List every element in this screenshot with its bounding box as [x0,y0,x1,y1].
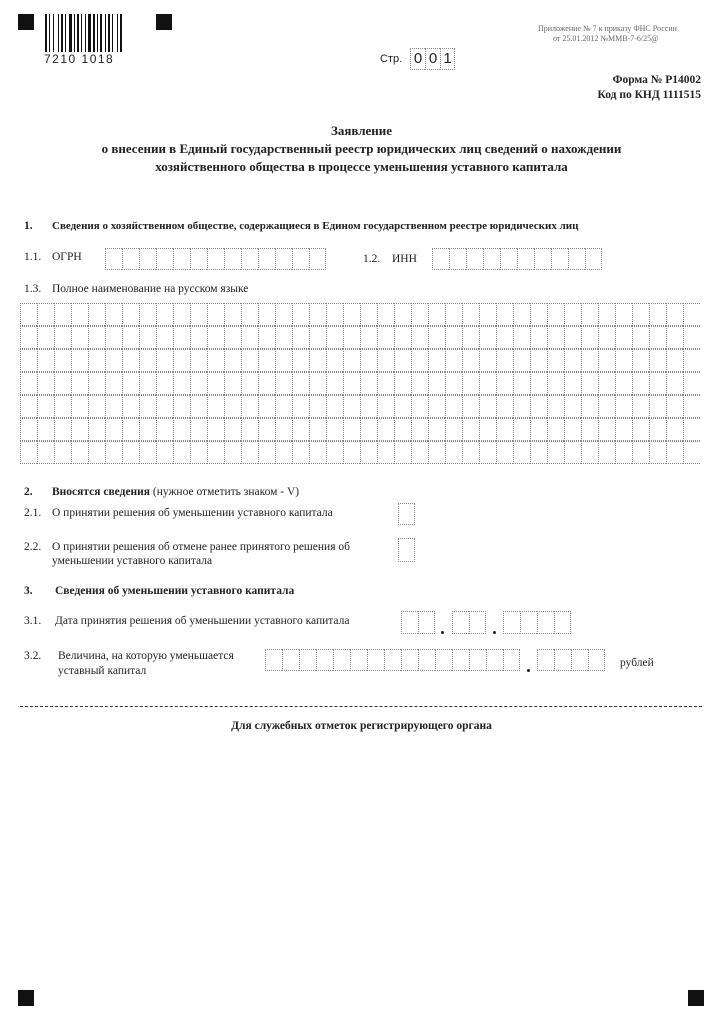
input-cell[interactable] [207,248,224,270]
decision-date-label: Дата принятия решения об уменьшении уставного капитала [55,615,350,627]
section-number: 1. [24,220,33,232]
barcode-bar [100,14,102,52]
input-cell[interactable] [588,649,605,671]
full-name-label: Полное наименование на русском языке [52,283,249,295]
appendix-text: Приложение № 7 к приказу ФНС России [538,24,677,33]
decision-year-field[interactable] [503,611,571,634]
input-cell[interactable] [156,248,173,270]
barcode-number: 7210 1018 [44,52,115,66]
knd-code: Код по КНД 1111515 [597,89,701,101]
official-use-heading: Для служебных отметок регистрирующего органа [231,720,492,732]
input-cell[interactable] [309,248,326,270]
input-cell[interactable] [350,649,367,671]
input-cell[interactable] [551,248,568,270]
page-label: Стр. [380,53,403,65]
input-cell[interactable] [503,649,520,671]
ogrn-label: ОГРН [52,251,82,263]
input-cell[interactable] [432,248,449,270]
page-digit: 0 [425,48,440,70]
input-cell[interactable] [585,248,602,270]
input-cell[interactable] [401,611,418,634]
input-cell[interactable] [122,248,139,270]
input-cell[interactable] [452,649,469,671]
section-title: Вносятся сведения [52,486,151,498]
inn-field[interactable] [432,248,602,270]
field-number: 1.2. [363,253,381,265]
barcode-bar [74,14,75,52]
page-digit: 1 [440,48,455,70]
barcode-bar [58,14,59,52]
input-cell[interactable] [537,649,554,671]
section-hint: (нужное отметить знаком - V) [152,486,300,498]
input-cell[interactable] [469,649,486,671]
input-cell[interactable] [265,649,282,671]
section-title: Сведения об уменьшении уставного капитала [55,585,295,597]
input-cell[interactable] [367,649,384,671]
page-title: Заявление [330,123,393,138]
input-cell[interactable] [224,248,241,270]
input-cell[interactable] [568,248,585,270]
input-cell[interactable] [517,248,534,270]
input-cell[interactable] [537,611,554,634]
barcode-bar [112,14,113,52]
input-cell[interactable] [105,248,122,270]
corner-marker [688,990,704,1006]
barcode-bar [105,14,106,52]
name-row[interactable] [20,441,700,464]
page-subtitle: хозяйственного общества в процессе уменьшения уставного капитала [155,159,568,174]
input-cell[interactable] [418,611,435,634]
amount-rubles-field[interactable] [265,649,520,671]
option-2-2-checkbox[interactable] [398,538,415,562]
input-cell[interactable] [554,649,571,671]
option-label: О принятии решения об уменьшении уставного капитала [52,507,333,519]
name-row[interactable] [20,326,700,349]
input-cell[interactable] [534,248,551,270]
input-cell[interactable] [571,649,588,671]
barcode-bar [81,14,82,52]
input-cell[interactable] [292,248,309,270]
name-row[interactable] [20,349,700,372]
field-number: 2.1. [24,507,42,519]
barcode-bar [85,14,86,52]
barcode-bar [120,14,122,52]
input-cell[interactable] [483,248,500,270]
field-number: 3.2. [24,650,42,662]
barcode-bar [53,14,54,52]
input-cell[interactable] [554,611,571,634]
amount-label: Величина, на которую уменьшается [58,650,234,662]
inn-label: ИНН [392,253,417,265]
input-cell[interactable] [520,611,537,634]
input-cell[interactable] [139,248,156,270]
input-cell[interactable] [258,248,275,270]
input-cell[interactable] [418,649,435,671]
input-cell[interactable] [503,611,520,634]
amount-label: уставный капитал [58,665,147,677]
name-row[interactable] [20,395,700,418]
input-cell[interactable] [466,248,483,270]
input-cell[interactable] [449,248,466,270]
field-number: 1.1. [24,251,42,263]
amount-kopecks-field[interactable] [537,649,605,671]
page-digit: 0 [410,48,425,70]
barcode-bar [69,14,72,52]
decision-month-field[interactable] [452,611,486,634]
input-cell[interactable] [190,248,207,270]
full-name-field[interactable] [20,303,700,464]
barcode-bar [88,14,91,52]
input-cell[interactable] [333,649,350,671]
field-number: 3.1. [24,615,42,627]
divider [20,706,702,707]
field-number: 2.2. [24,541,42,553]
barcode-bar [77,14,79,52]
name-row[interactable] [20,418,700,441]
currency-unit: рублей [620,657,654,669]
input-cell[interactable] [435,649,452,671]
input-cell[interactable] [401,649,418,671]
barcode-bar [61,14,63,52]
barcode-bar [108,14,110,52]
name-row[interactable] [20,372,700,395]
section-title: Сведения о хозяйственном обществе, содержащиеся в Едином государственном реестре юридических лиц [52,220,579,232]
input-cell[interactable] [452,611,469,634]
section-number: 3. [24,585,33,597]
decision-day-field[interactable] [401,611,435,634]
input-cell[interactable] [299,649,316,671]
option-label: О принятии решения об отмене ранее принятого решения об [52,541,350,553]
barcode-bar [97,14,98,52]
barcode-bar [117,14,118,52]
input-cell[interactable] [282,649,299,671]
name-row[interactable] [20,303,700,326]
barcode-bar [93,14,95,52]
page-subtitle: о внесении в Единый государственный реестр юридических лиц сведений о нахождении [101,141,622,156]
corner-marker [156,14,172,30]
ogrn-field[interactable] [105,248,326,270]
corner-marker [18,14,34,30]
page-number-field [410,48,455,70]
input-cell[interactable] [384,649,401,671]
barcode-icon [45,14,145,52]
option-2-1-checkbox[interactable] [398,503,415,525]
input-cell[interactable] [275,248,292,270]
barcode-bar [65,14,66,52]
barcode-bar [45,14,47,52]
input-cell[interactable] [486,649,503,671]
section-number: 2. [24,486,33,498]
input-cell[interactable] [241,248,258,270]
input-cell[interactable] [500,248,517,270]
appendix-text: от 25.01.2012 №ММВ-7-6/25@ [553,34,659,43]
form-number: Форма № Р14002 [612,74,701,86]
barcode-bar [49,14,50,52]
input-cell[interactable] [469,611,486,634]
input-cell[interactable] [173,248,190,270]
field-number: 1.3. [24,283,42,295]
corner-marker [18,990,34,1006]
option-label: уменьшении уставного капитала [52,555,213,567]
input-cell[interactable] [316,649,333,671]
